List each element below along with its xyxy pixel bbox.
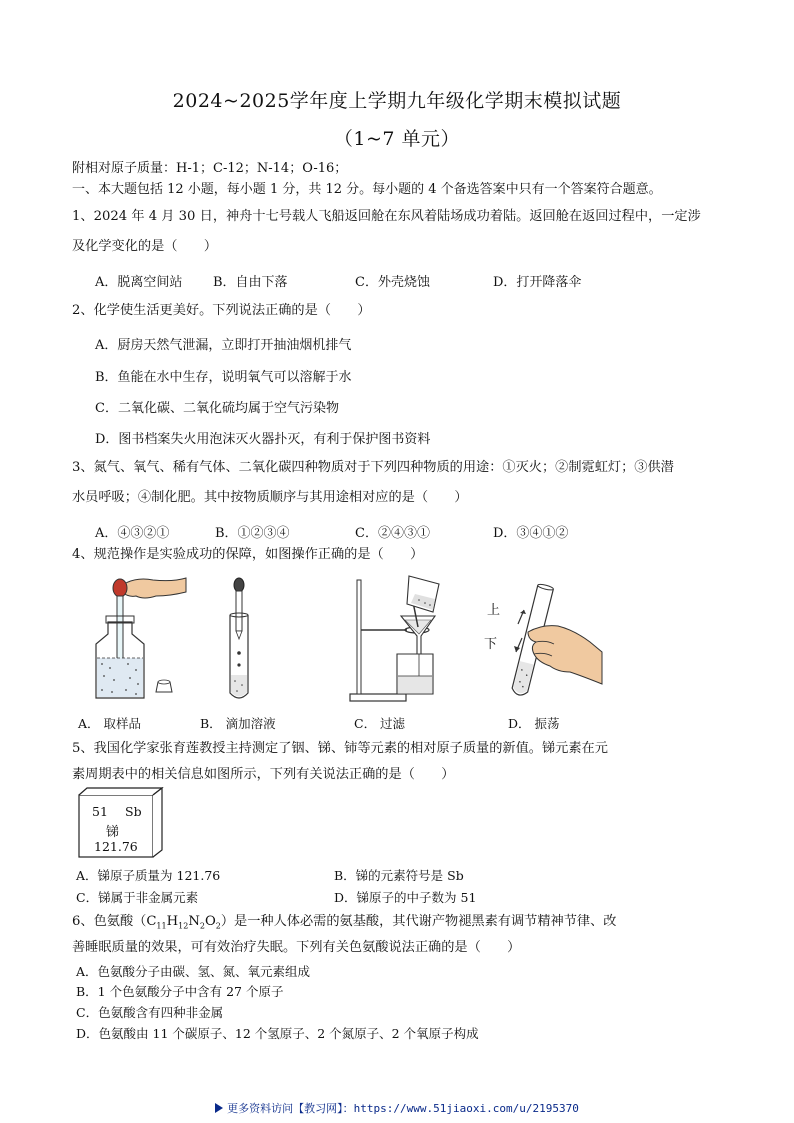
formula-sub-c: 11: [156, 921, 167, 931]
figure-b-dropping: [214, 575, 264, 705]
q3-option-a: A．④③②①: [95, 526, 170, 541]
label-down: 下: [484, 637, 498, 652]
formula-o: O: [204, 914, 216, 929]
q1-option-c: C．外壳烧蚀: [355, 275, 430, 290]
figure-c-caption: C． 过滤: [354, 716, 406, 731]
q3-stem-line2: 水员呼吸；④制化肥。其中按物质顺序与其用途相对应的是（ ）: [72, 490, 468, 505]
q1-option-d: D．打开降落伞: [493, 275, 582, 290]
q3-option-c: C．②④③①: [355, 526, 430, 541]
element-card-sb: [78, 787, 164, 859]
figure-c-filtration: [345, 572, 445, 707]
q6-prefix: 6、色氨酸（: [72, 914, 147, 929]
element-symbol: Sb: [125, 804, 142, 819]
q5-stem-line2: 素周期表中的相关信息如图所示，下列有关说法正确的是（ ）: [72, 767, 455, 782]
element-mass: 121.76: [94, 839, 138, 854]
formula-sub-n: 2: [199, 921, 205, 931]
q2-option-b: B．鱼能在水中生存，说明氧气可以溶解于水: [95, 370, 352, 385]
q6-option-b: B．1 个色氨酸分子中含有 27 个原子: [76, 984, 284, 999]
section-heading: 一、本大题包括 12 小题，每小题 1 分，共 12 分。每小题的 4 个备选答案中只有一个答案符合题意。: [72, 182, 662, 197]
flag-icon: [215, 1103, 223, 1113]
q2-option-a: A．厨房天然气泄漏，立即打开抽油烟机排气: [95, 338, 352, 353]
q3-option-d: D．③④①②: [493, 526, 569, 541]
q6-option-a: A．色氨酸分子由碳、氢、氮、氧元素组成: [76, 964, 311, 979]
q6-stem-line1: [72, 914, 616, 935]
footer-text: 更多资料访问【教习网】：https://www.51jiaoxi.com/u/2195370: [227, 1102, 579, 1115]
q5-option-a: A．锑原子质量为 121.76: [76, 868, 221, 883]
figure-a-caption: A． 取样品: [78, 716, 142, 731]
q2-option-c: C．二氧化碳、二氧化硫均属于空气污染物: [95, 401, 339, 416]
q5-option-b: B．锑的元素符号是 Sb: [334, 868, 464, 883]
atomic-masses: 附相对原子质量：H-1；C-12；N-14；O-16；: [72, 161, 348, 176]
q5-option-c: C．锑属于非金属元素: [76, 890, 199, 905]
figure-d-caption: D． 振荡: [508, 716, 560, 731]
figure-a-sampling: [78, 570, 188, 705]
q2-stem: 2、化学使生活更美好。下列说法正确的是（ ）: [72, 303, 371, 318]
q6-option-c: C．色氨酸含有四种非金属: [76, 1005, 224, 1020]
q3-option-b: B．①②③④: [215, 526, 290, 541]
element-number: 51: [92, 804, 108, 819]
page-subtitle: （1~7 单元）: [333, 128, 461, 150]
q5-stem-line1: 5、我国化学家张育莲教授主持测定了铟、锑、铈等元素的相对原子质量的新值。锑元素在元: [72, 741, 608, 756]
q6-stem-line2: 善睡眠质量的效果，可有效治疗失眠。下列有关色氨酸说法正确的是（ ）: [72, 940, 521, 955]
formula-h: H: [166, 914, 179, 929]
element-name: 锑: [106, 825, 120, 840]
q2-option-d: D．图书档案失火用泡沫灭火器扑灭，有利于保护图书资料: [95, 432, 431, 447]
q3-stem-line1: 3、氮气、氧气、稀有气体、二氧化碳四种物质对于下列四种物质的用途：①灭火；②制霓虹灯；③供潜: [72, 460, 674, 475]
formula-c: C: [146, 914, 157, 929]
q1-stem-line1: 1、2024 年 4 月 30 日，神舟十七号载人飞船返回舱在东风着陆场成功着陆。返回舱在返回过程中，一定涉: [72, 209, 701, 224]
page-title: 2024~2025学年度上学期九年级化学期末模拟试题: [172, 90, 622, 112]
formula-n: N: [188, 914, 200, 929]
footer-link[interactable]: [0, 1100, 794, 1116]
q1-option-a: A．脱离空间站: [95, 275, 183, 290]
q4-stem: 4、规范操作是实验成功的保障，如图操作正确的是（ ）: [72, 547, 424, 562]
q1-option-b: B．自由下落: [213, 275, 288, 290]
q6-suffix: ）是一种人体必需的氨基酸，其代谢产物褪黑素有调节精神节律、改: [220, 914, 617, 929]
figure-b-caption: B． 滴加溶液: [200, 716, 276, 731]
q5-option-d: D．锑原子的中子数为 51: [334, 890, 477, 905]
formula-sub-h: 12: [178, 921, 189, 931]
q6-option-d: D．色氨酸由 11 个碳原子、12 个氢原子、2 个氮原子、2 个氧原子构成: [76, 1026, 479, 1041]
formula-sub-o: 2: [215, 921, 221, 931]
q1-stem-line2: 及化学变化的是（ ）: [72, 239, 218, 254]
label-up: 上: [487, 603, 501, 618]
